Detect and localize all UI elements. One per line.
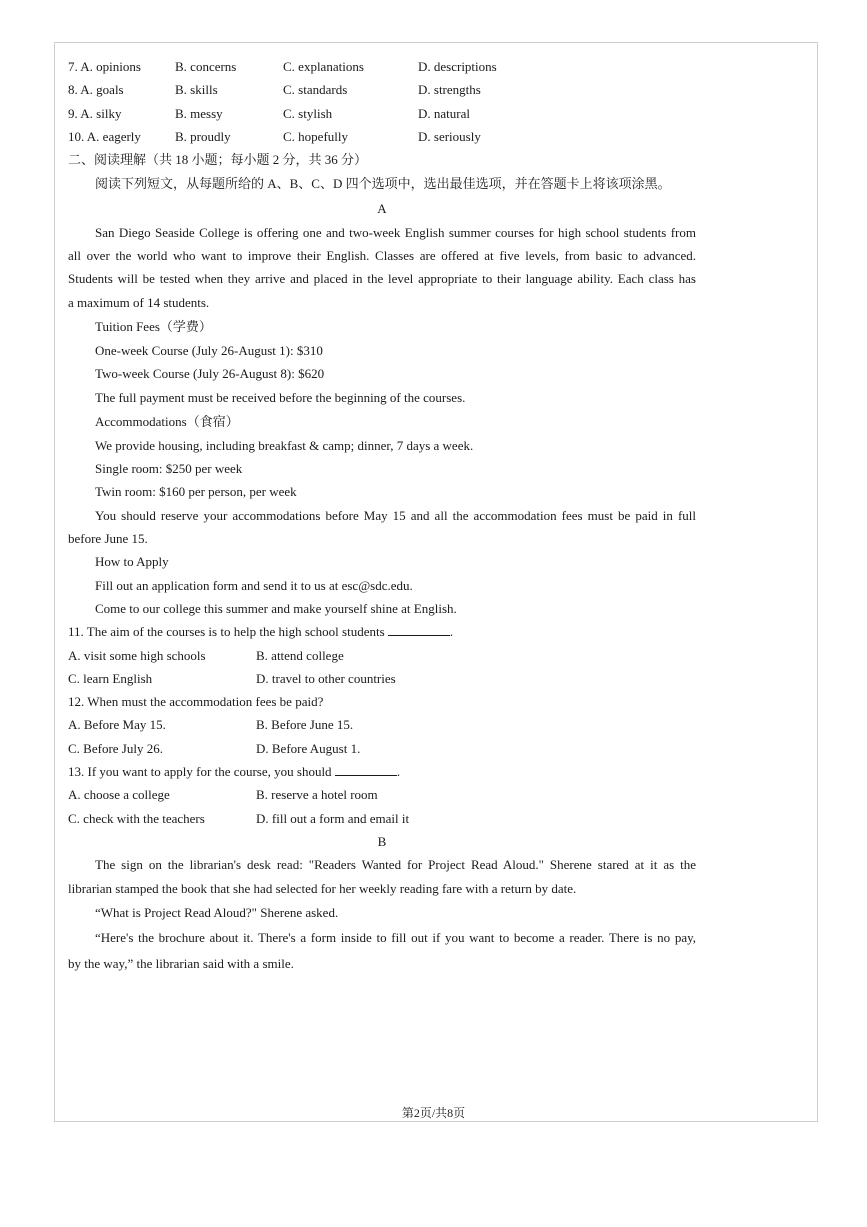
- reserve-text-line: You should reserve your accommodations before May 15 and all the accommodation fees must be paid in full: [95, 507, 696, 523]
- apply-heading: How to Apply: [95, 554, 169, 570]
- cloze-option-row: [68, 55, 696, 78]
- answer-blank: [335, 763, 397, 776]
- option-a: 7. A. opinions: [68, 59, 141, 74]
- option-d: D. Before August 1.: [256, 740, 361, 756]
- option-a: A. Before May 15.: [68, 717, 166, 733]
- question-options-row: [68, 644, 696, 667]
- two-week-fee: Two-week Course (July 26-August 8): $620: [95, 366, 325, 382]
- option-d: D. descriptions: [418, 59, 497, 74]
- option-a: 8. A. goals: [68, 82, 124, 98]
- option-b: B. messy: [175, 105, 223, 121]
- question-options-row: [68, 737, 696, 760]
- accommodations-heading: Accommodations（食宿）: [95, 413, 239, 429]
- option-d: D. fill out a form and email it: [256, 810, 410, 826]
- question-options-row: [68, 713, 696, 736]
- option-c: C. standards: [283, 82, 348, 98]
- passage-a-intro-line: San Diego Seaside College is offering one and two-week English summer courses for high school students from: [95, 224, 696, 240]
- option-d: D. seriously: [418, 128, 481, 144]
- section-heading: 二、阅读理解（共 18 小题；每小题 2 分，共 36 分）: [68, 152, 368, 168]
- page-number-footer: 第2页/共8页: [401, 1106, 466, 1120]
- full-payment-note: The full payment must be received before the beginning of the courses.: [95, 389, 466, 405]
- question-stem: [68, 690, 696, 713]
- option-c: C. stylish: [283, 105, 333, 121]
- cloze-option-row: [68, 125, 696, 148]
- cloze-option-row: [68, 78, 696, 101]
- answer-blank: [388, 623, 450, 636]
- passage-b-text-line: The sign on the librarian's desk read: "Readers Wanted for Project Read Aloud." Sherene stared at it as the: [95, 857, 696, 873]
- option-b: B. concerns: [175, 59, 237, 74]
- question-text: 13. If you want to apply for the course, you should: [68, 764, 332, 780]
- passage-b-text-line: by the way,” the librarian said with a smile.: [68, 955, 294, 971]
- page-content: [68, 55, 696, 977]
- option-d: D. strengths: [418, 82, 481, 98]
- housing-text: We provide housing, including breakfast & camp; dinner, 7 days a week.: [95, 437, 474, 453]
- passage-a-label: A: [377, 201, 387, 217]
- question-stem: 13. If you want to apply for the course, you should .: [68, 764, 401, 780]
- tuition-heading: Tuition Fees（学费）: [95, 318, 212, 334]
- twin-room-fee: Twin room: $160 per person, per week: [95, 484, 297, 500]
- passage-a-intro-line: a maximum of 14 students.: [68, 294, 210, 310]
- option-d: D. travel to other countries: [256, 670, 396, 686]
- single-room-fee: Single room: $250 per week: [95, 461, 243, 477]
- cloze-option-row: [68, 102, 696, 125]
- option-a: 9. A. silky: [68, 105, 122, 121]
- option-b: B. attend college: [256, 647, 344, 663]
- question-text: 11. The aim of the courses is to help the high school students: [68, 624, 385, 640]
- option-c: C. hopefully: [283, 128, 348, 144]
- option-b: B. proudly: [175, 128, 231, 144]
- question-options-row: [68, 783, 696, 806]
- option-b: B. reserve a hotel room: [256, 787, 378, 803]
- option-d: D. natural: [418, 105, 470, 121]
- closing-text: Come to our college this summer and make yourself shine at English.: [95, 600, 457, 616]
- passage-a-intro-line: all over the world who want to improve their English. Classes are offered at five levels, from basic to advanced.: [68, 248, 696, 264]
- option-b: B. skills: [175, 82, 218, 98]
- passage-b-text-line: librarian stamped the book that she had selected for her weekly reading fare with a return by date.: [68, 880, 577, 896]
- option-a: 10. A. eagerly: [68, 128, 141, 144]
- option-a: A. choose a college: [68, 787, 170, 803]
- question-options-row: [68, 667, 696, 690]
- passage-b-text-line: “What is Project Read Aloud?" Sherene asked.: [95, 904, 339, 920]
- option-c: C. Before July 26.: [68, 740, 163, 756]
- option-c: C. learn English: [68, 670, 153, 686]
- reserve-text-line: before June 15.: [68, 531, 148, 547]
- option-c: C. explanations: [283, 59, 364, 74]
- passage-a-intro-line: Students will be tested when they arrive and placed in the level appropriate to their language ability. Each class has: [68, 271, 696, 287]
- one-week-fee: One-week Course (July 26-August 1): $310: [95, 342, 323, 358]
- apply-text: Fill out an application form and send it to us at esc@sdc.edu.: [95, 577, 413, 593]
- passage-b-label: B: [377, 833, 387, 849]
- option-a: A. visit some high schools: [68, 647, 206, 663]
- section-instruction: 阅读下列短文，从每题所给的 A、B、C、D 四个选项中，选出最佳选项，并在答题卡上将该项涂黑。: [95, 176, 671, 192]
- option-c: C. check with the teachers: [68, 810, 205, 826]
- option-b: B. Before June 15.: [256, 717, 354, 733]
- question-text: 12. When must the accommodation fees be paid?: [68, 694, 324, 710]
- question-stem: 11. The aim of the courses is to help the high school students .: [68, 624, 454, 640]
- passage-b-text-line: “Here's the brochure about it. There's a form inside to fill out if you want to become a reader. There is no pay,: [95, 929, 696, 945]
- question-options-row: [68, 807, 696, 830]
